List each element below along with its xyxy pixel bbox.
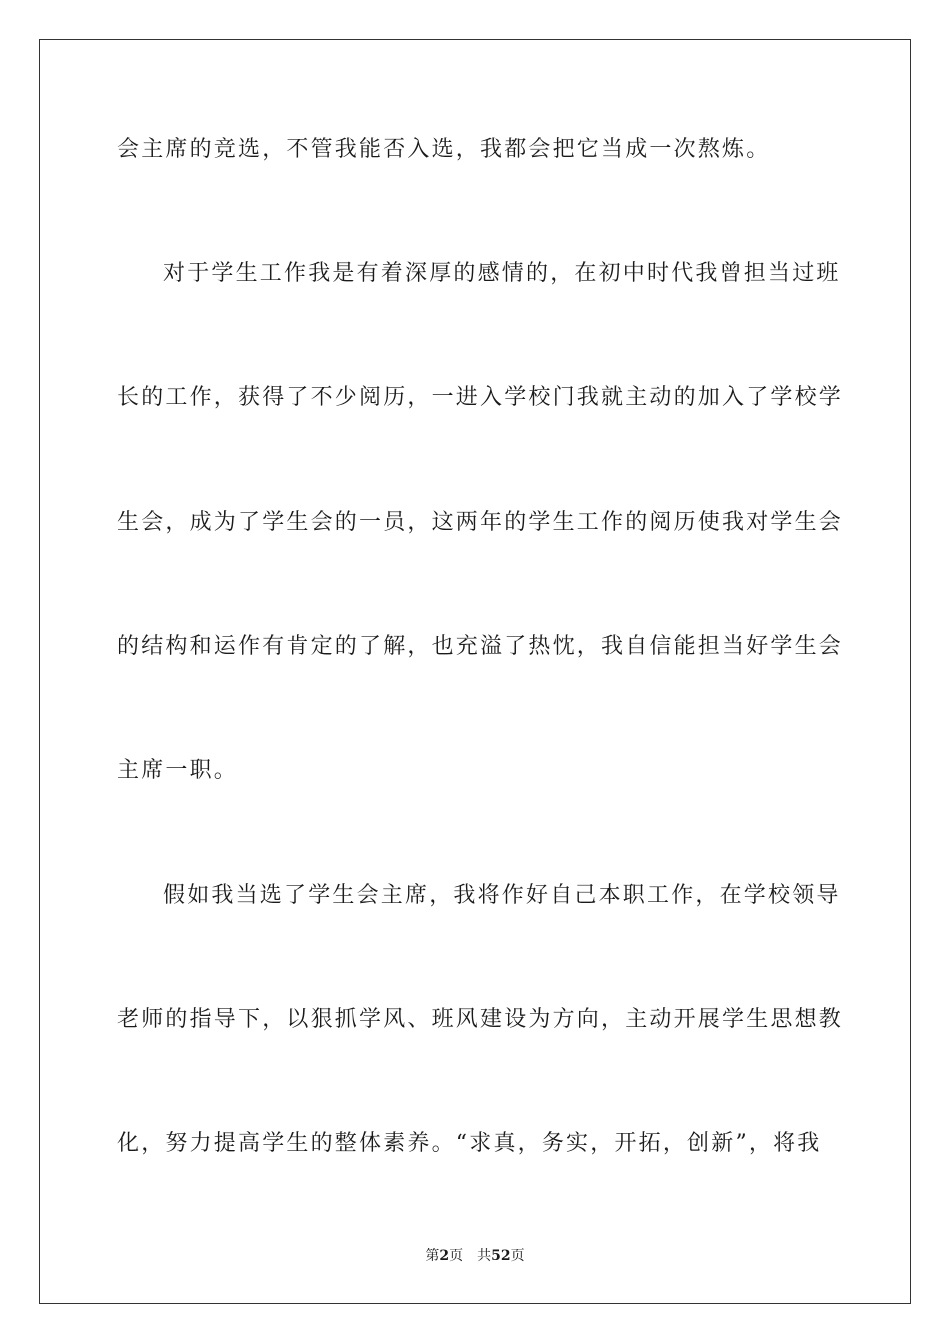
footer-current-page: 2 [439, 1248, 450, 1264]
text-line-1: 会主席的竞选，不管我能否入选，我都会把它当成一次熬炼。 [117, 137, 771, 162]
text-line-7: 假如我当选了学生会主席，我将作好自己本职工作，在学校领导 [163, 883, 841, 908]
text-line-4: 生会，成为了学生会的一员，这两年的学生工作的阅历使我对学生会 [117, 510, 844, 535]
text-line-5: 的结构和运作有肯定的了解，也充溢了热忱，我自信能担当好学生会 [117, 634, 844, 659]
footer-total-pages: 52 [491, 1248, 511, 1264]
text-line-9: 化，努力提高学生的整体素养。“求真，务实，开拓，创新”，将我 [117, 1131, 822, 1156]
page-footer [0, 1247, 950, 1265]
text-line-6: 主席一职。 [117, 758, 239, 783]
footer-suffix: 页 [510, 1248, 525, 1264]
text-line-3: 长的工作，获得了不少阅历，一进入学校门我就主动的加入了学校学 [117, 385, 844, 410]
text-line-8: 老师的指导下，以狠抓学风、班风建设为方向，主动开展学生思想教 [117, 1007, 844, 1032]
footer-prefix: 第 [425, 1248, 440, 1264]
page-border [39, 39, 911, 1304]
text-line-2: 对于学生工作我是有着深厚的感情的，在初中时代我曾担当过班 [163, 261, 841, 286]
footer-middle: 页 共 [449, 1248, 492, 1264]
